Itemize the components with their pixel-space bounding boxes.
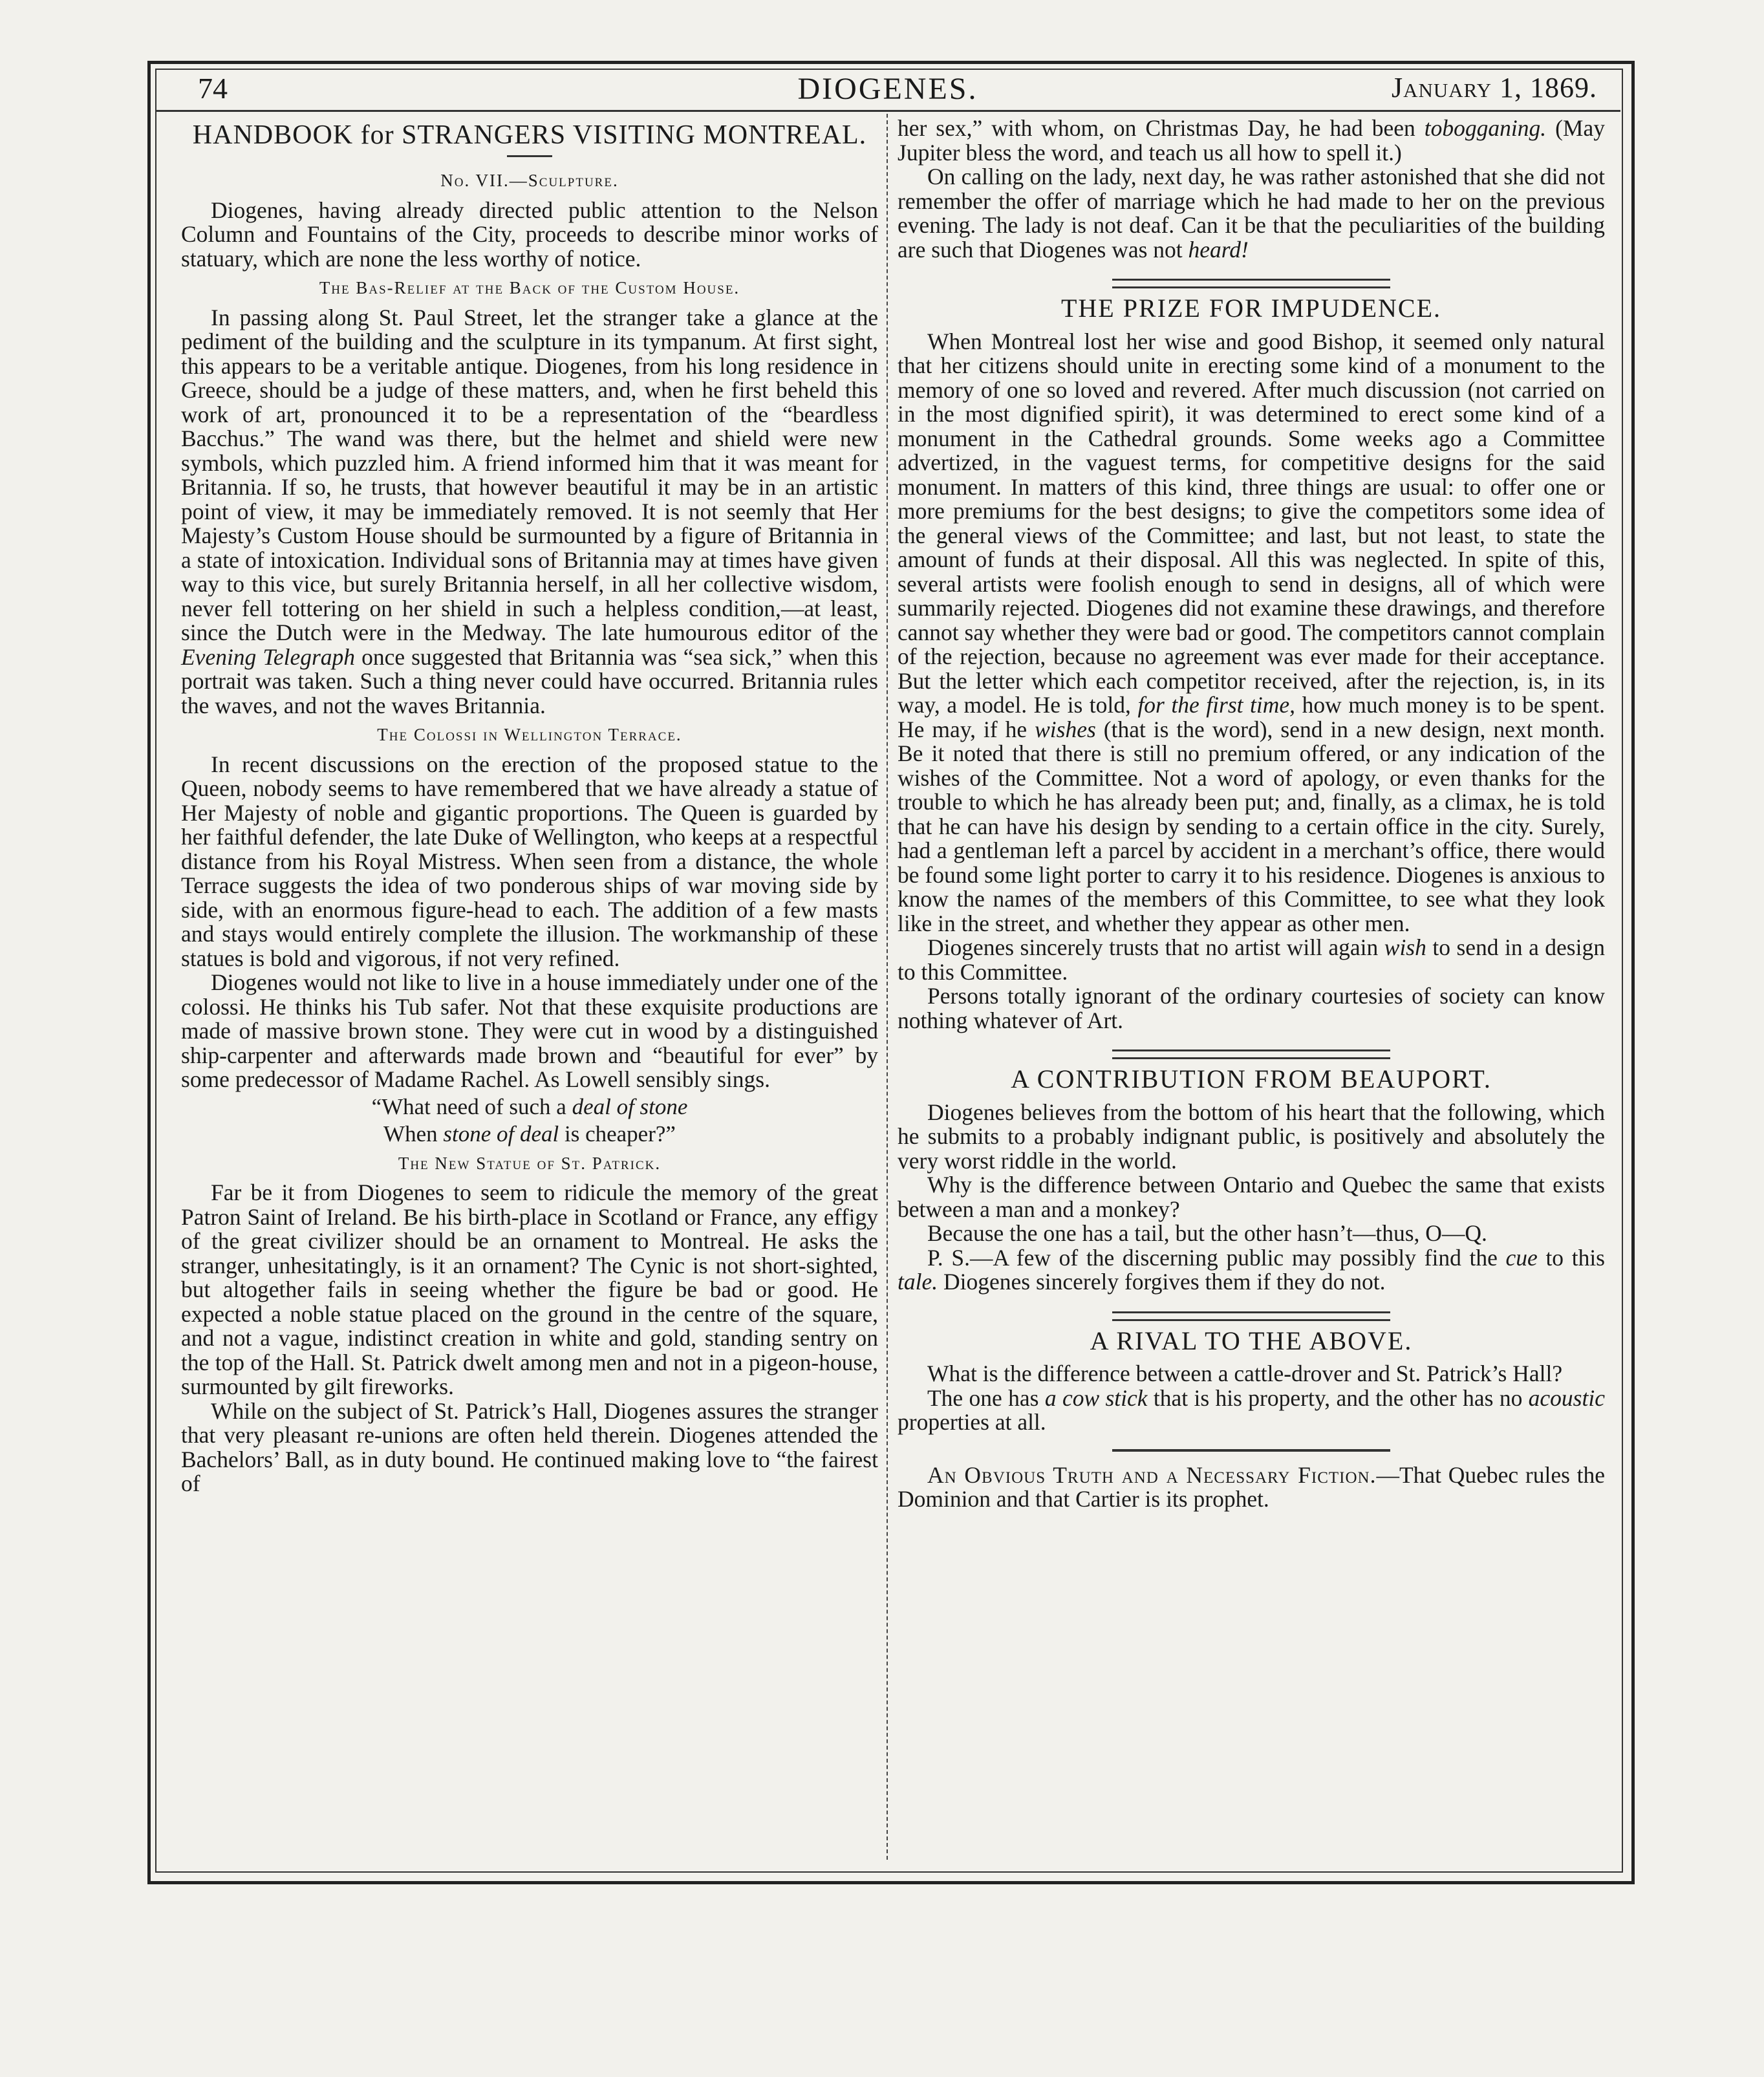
text-run: properties at all.	[898, 1409, 1046, 1435]
text-run: “What need of such a	[371, 1093, 572, 1119]
text-run: —That Quebec rules the Dominion and that Cartier is its prophet.	[898, 1461, 1605, 1512]
colossi-paragraph-2: Diogenes would not like to live in a house immediately under one of the colossi. He thinks his Tub safer. Not that these exquisite productions are made of massive brown stone. They were cut in wood by a distinguished ship-carpenter and afterwards made brown and “beautiful for ever” by some predecessor of Madame Rachel. As Lowell sensibly sings.	[181, 969, 878, 1092]
italic-run: deal of stone	[572, 1093, 688, 1119]
text-run: When Montreal lost her wise and good Bishop, it seemed only natural that her citizens should unite in erecting some kind of a monument to the memory of one so loved and revered. After much discussion (not carried on in the most dignified spirit), it was determined to erect some kind of a monument in the Cathedral grounds. Some weeks ago a Committee advertized, in the vaguest terms, for competitive designs for the said monument. In matters of this kind, three things are usual: to offer one or more premiums for the best designs; to give the competitors some idea of the general views of the Committee; and last, but not least, to state the amount of funds at their disposal. All this was neglected. In spite of this, several artists were foolish enough to send in designs, all of which were summarily rejected. Diogenes did not examine these drawings, and therefore cannot say whether they were bad or good. The competitors cannot complain of the rejection, because no agreement was ever made for their acceptance. But the letter which each competitor received, after the rejection, is, in its way, a model. He is told,	[898, 328, 1605, 718]
italic-run: tobogganing.	[1424, 115, 1547, 141]
italic-run: tale.	[898, 1269, 938, 1295]
italic-run: acoustic	[1528, 1384, 1605, 1411]
prize-paragraph-3: Persons totally ignorant of the ordinary courtesies of society can know nothing whatever of Art.	[898, 983, 1605, 1033]
prize-paragraph-1	[898, 330, 1605, 936]
text-run: The one has	[927, 1384, 1045, 1411]
colossi-paragraph-1: In recent discussions on the erection of the proposed statue to the Queen, nobody seems to have remembered that we have already a statue of Her Majesty of noble and gigantic proportions. The Queen is guarded by her faithful defender, the late Duke of Wellington, who keeps at a respectful distance from his Royal Mistress. When seen from a distance, the whole Terrace suggests the idea of two ponderous ships of war moving side by side, with an enormous figure-head to each. The addition of a few masts and stays would entirely complete the illusion. The workmanship of these statues is bold and vigorous, if not very refined.	[181, 751, 878, 971]
italic-run: stone of deal	[443, 1121, 559, 1146]
italic-run: a cow stick	[1044, 1384, 1148, 1411]
article-heading: HANDBOOK for STRANGERS VISITING MONTREAL.	[192, 120, 867, 150]
text-run: Diogenes sincerely trusts that no artist will again	[927, 934, 1384, 960]
article-subheading: No. VII.—Sculpture.	[440, 171, 619, 190]
contribution-paragraph-4	[898, 1246, 1605, 1295]
contribution-paragraph-3: Because the one has a tail, but the other hasn’t—thus, O—Q.	[927, 1220, 1487, 1246]
text-run: (May Jupiter bless the word, and teach us all how to spell it.)	[898, 115, 1605, 166]
continued-paragraph	[898, 116, 1605, 165]
italic-run: wishes	[1035, 716, 1096, 742]
continued-paragraph-2	[898, 165, 1605, 262]
section-title-prize: THE PRIZE FOR IMPUDENCE.	[1060, 294, 1442, 323]
verse-line-1	[181, 1095, 878, 1119]
truth-paragraph	[898, 1463, 1605, 1512]
text-run: once suggested that Britannia was “sea sick,” when this portrait was taken. Such a thing never could have occurred. Britannia rules the waves, and not the waves Britannia.	[181, 643, 878, 718]
italic-run: wish	[1384, 934, 1426, 960]
double-rule	[1112, 279, 1390, 288]
text-run: how much money is to be spent. He may, if he	[898, 692, 1605, 742]
text-run: (that is the word), send in a new design, next month. Be it noted that there is still no premium offered, or any indication of the wishes of the Committee. Not a word of apology, or even thanks for the trouble to which he has already been put; and, finally, as a climax, he is told that he can have his design by sending to a certain office in the city. Surely, had a gentleman left a parcel by accident in a merchant’s office, there would be found some light porter to carry it to his residence. Diogenes is anxious to know the names of the members of this Committee, to see what they look like in the street, and whether they appear as other men.	[898, 716, 1606, 936]
rival-paragraph-2	[898, 1386, 1605, 1435]
text-run: P. S.—A few of the discerning public may possibly find the	[927, 1244, 1506, 1271]
column-divider	[887, 114, 890, 1860]
contribution-paragraph-1: Diogenes believes from the bottom of his heart that the following, which he submits to a probably indignant public, is positively and absolutely the very worst riddle in the world.	[898, 1099, 1605, 1174]
page-number: 74	[198, 72, 228, 105]
page-header	[155, 69, 1620, 112]
contribution-paragraph-2: Why is the difference between Ontario and Quebec the same that exists between a man and a monkey?	[898, 1172, 1605, 1222]
verse-line-2	[181, 1122, 878, 1146]
short-rule	[507, 155, 552, 157]
text-run: When	[383, 1121, 444, 1146]
italic-run: Evening Telegraph	[181, 643, 356, 670]
left-column	[181, 116, 878, 1496]
text-run: her sex,” with whom, on Christmas Day, he had been	[898, 115, 1425, 141]
text-run: that is his property, and the other has no	[1147, 1384, 1529, 1411]
text-run: is cheaper?”	[559, 1121, 676, 1146]
intro-paragraph: Diogenes, having already directed public attention to the Nelson Column and Fountains of the City, proceeds to describe minor works of statuary, which are none the less worthy of notice.	[181, 197, 878, 272]
st-patrick-paragraph-2: While on the subject of St. Patrick’s Hall, Diogenes assures the stranger that very pleasant re-unions are often held therein. Diogenes attended the Bachelors’ Ball, as in duty bound. He continued making love to “the fairest of	[181, 1397, 878, 1496]
text-run: In passing along St. Paul Street, let the stranger take a glance at the pediment of the building and the sculpture in its tympanum. At first sight, this appears to be a veritable antique. Diogenes, from his long residence in Greece, should be a judge of these matters, and, when he first beheld this work of art, pronounced it to be a representation of the “beardless Bacchus.” The wand was there, but the helmet and shield were new symbols, which puzzled him. A friend informed him that it was meant for Britannia. If so, he trusts, that however beautiful it may be in an artistic point of view, it may be immediately removed. It is not seemly that Her Majesty’s Custom House should be surmounted by a figure of Britannia in a state of intoxication. Individual sons of Britannia may at times have given way to this vice, but surely Britannia herself, in all her collective wisdom, never fell tottering on her shield in such a helpless condition,—at least, since the Dutch were in the Medway. The late humourous editor of the	[181, 304, 878, 645]
bas-relief-paragraph	[181, 306, 878, 718]
italic-run: for the first time,	[1137, 692, 1296, 718]
double-rule	[1112, 1049, 1390, 1059]
rival-paragraph-1: What is the difference between a cattle-drover and St. Patrick’s Hall?	[927, 1361, 1563, 1386]
section-title-rival: A RIVAL TO THE ABOVE.	[1090, 1326, 1413, 1355]
masthead-title: DIOGENES.	[797, 72, 978, 106]
text-run: Diogenes sincerely forgives them if they do not.	[938, 1269, 1386, 1295]
issue-date: January 1, 1869.	[1391, 72, 1597, 103]
right-column	[898, 116, 1605, 1512]
st-patrick-paragraph-1: Far be it from Diogenes to seem to ridicule the memory of the great Patron Saint of Ireland. Be his birth-place in Scotland or France, any effigy of the great civilizer should be an ornament to Montreal. He asks the stranger, unhesitatingly, is it an ornament? The Cynic is not short-sighted, but altogether fails in seeing whether the figure be bad or good. He expected a noble statue placed on the ground in the centre of the square, and not a vague, indistinct creation in white and gold, standing sentry on the top of the Hall. St. Patrick dwelt among men and not in a pigeon-house, surmounted by gilt fireworks.	[181, 1179, 878, 1399]
double-rule	[1112, 1311, 1390, 1321]
single-rule	[1112, 1449, 1390, 1452]
text-run: On calling on the lady, next day, he was rather astonished that she did not remember the offer of marriage which he had made to her on the previous evening. The lady is not deaf. Can it be that the peculiarities of the building are such that Diogenes was not	[898, 164, 1605, 263]
section-title-bas-relief: The Bas-Relief at the Back of the Custom House.	[319, 278, 740, 297]
section-title-colossi: The Colossi in Wellington Terrace.	[377, 725, 682, 744]
section-title-st-patrick: The New Statue of St. Patrick.	[398, 1153, 662, 1173]
italic-run: heard!	[1188, 236, 1249, 263]
prize-paragraph-2	[898, 936, 1605, 984]
truth-title: An Obvious Truth and a Necessary Fiction.	[927, 1461, 1377, 1488]
text-run: to send in a design to this Committee.	[898, 934, 1605, 985]
text-run: to this	[1537, 1244, 1606, 1271]
italic-run: cue	[1505, 1244, 1538, 1271]
section-title-contribution: A CONTRIBUTION FROM BEAUPORT.	[1011, 1064, 1492, 1093]
